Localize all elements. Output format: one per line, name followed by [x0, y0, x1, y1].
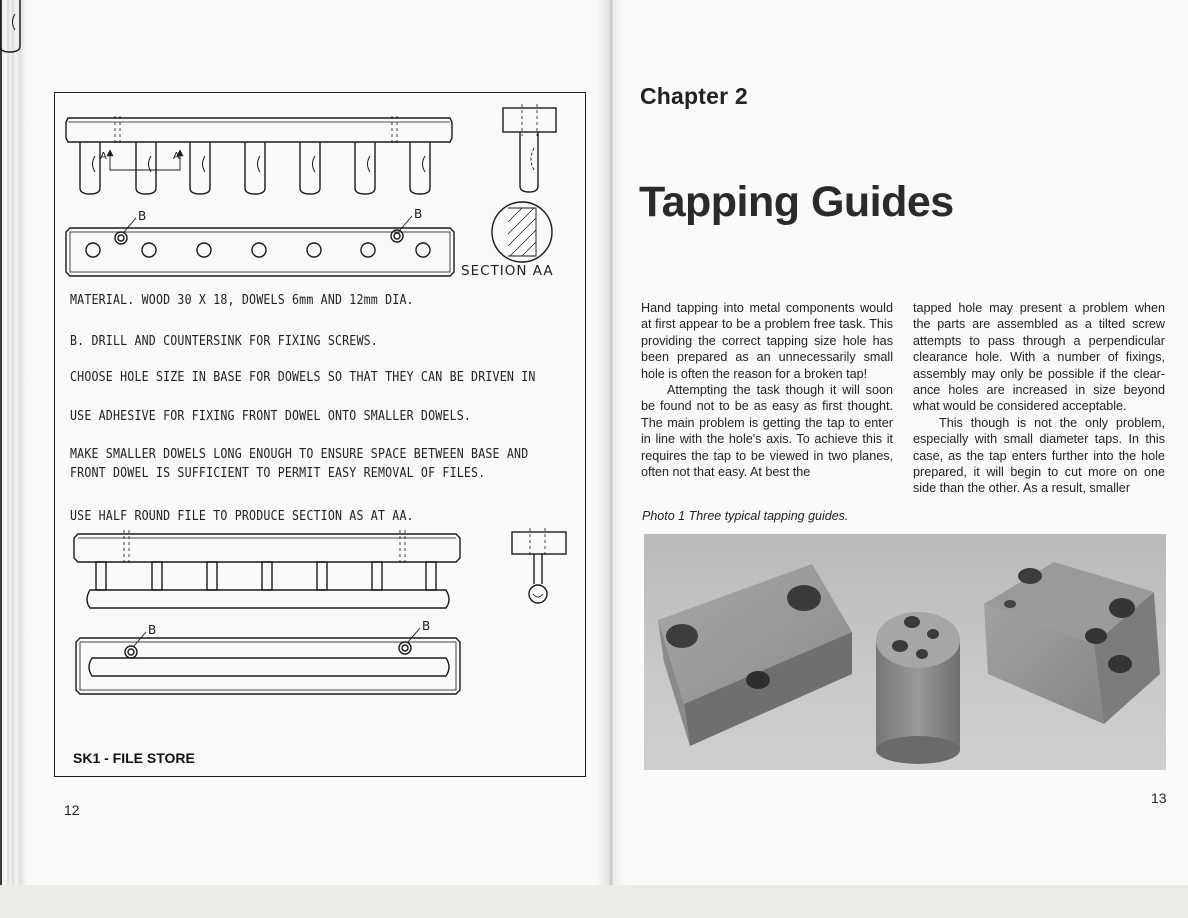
- lower-front-view: [76, 628, 460, 694]
- marker-b-4: B: [422, 619, 431, 633]
- marker-a-right: A: [173, 151, 180, 162]
- top-view: [0, 0, 452, 194]
- marker-b-1: B: [138, 209, 147, 223]
- chapter-title: Tapping Guides: [639, 178, 954, 226]
- note-hole-size: CHOOSE HOLE SIZE IN BASE FOR DOWELS SO THAT THEY CAN BE DRIVEN IN: [70, 369, 536, 385]
- end-view-lower: [512, 528, 566, 603]
- file-store-drawing: [0, 0, 600, 780]
- scan-bottom-band: [0, 885, 1188, 918]
- body-column-right: [913, 300, 1165, 497]
- page-number-left: 12: [64, 802, 80, 818]
- section-aa-view: [492, 202, 552, 262]
- note-drill: B. DRILL AND COUNTERSINK FOR FIXING SCREWS.: [70, 333, 378, 349]
- marker-a-left: A: [100, 151, 107, 162]
- lower-top-view: [74, 530, 460, 608]
- marker-b-2: B: [414, 207, 423, 221]
- body-column-left: [641, 300, 893, 480]
- photo-caption: Photo 1 Three typical tapping guides.: [642, 509, 849, 523]
- note-material: MATERIAL. WOOD 30 X 18, DOWELS 6mm AND 12mm DIA.: [70, 292, 414, 308]
- marker-b-3: B: [148, 623, 157, 637]
- note-dowels-2: FRONT DOWEL IS SUFFICIENT TO PERMIT EASY REMOVAL OF FILES.: [70, 465, 486, 481]
- figure-caption: SK1 - FILE STORE: [73, 750, 195, 766]
- note-half-round: USE HALF ROUND FILE TO PRODUCE SECTION AS AT AA.: [70, 508, 414, 524]
- end-view-top: [503, 104, 556, 192]
- note-dowels-1: MAKE SMALLER DOWELS LONG ENOUGH TO ENSURE SPACE BETWEEN BASE AND: [70, 446, 529, 462]
- paragraph: Hand tapping into metal components would at first appear to be a problem free task. This providing the correct tapping size hole has been prepared as an unnecessarily small hole is often the reason for a broken tap!: [641, 301, 893, 381]
- paragraph: tapped hole may present a problem when the parts are assembled as a tilted screw attempts to pass through a perpendicular clearance hole. With a number of fixings, assembly may only be possible if the clear-ance holes are increased in size beyond what would be considered acceptable.: [913, 301, 1165, 414]
- front-view: [66, 216, 454, 276]
- paragraph: This though is not the only problem, especially with small diameter taps. In this case, as the tap enters further into the hole prepared, it will begin to cut more on one side than the other. As a result, smaller: [913, 415, 1165, 496]
- chapter-label: Chapter 2: [640, 83, 748, 109]
- note-adhesive: USE ADHESIVE FOR FIXING FRONT DOWEL ONTO SMALLER DOWELS.: [70, 408, 472, 424]
- photo-tapping-guides: [644, 534, 1166, 770]
- photo-illustration: [644, 534, 1166, 770]
- paragraph: Attempting the task though it will soon be found not to be as easy as first thought. The main problem is getting the tap to enter in line with the hole's axis. To achieve this it requires the tap to be viewed in two planes, often not that easy. At best the: [641, 383, 893, 480]
- book-gutter: [596, 0, 626, 890]
- page-number-right: 13: [1151, 790, 1167, 806]
- section-aa-label: SECTION AA: [461, 263, 554, 279]
